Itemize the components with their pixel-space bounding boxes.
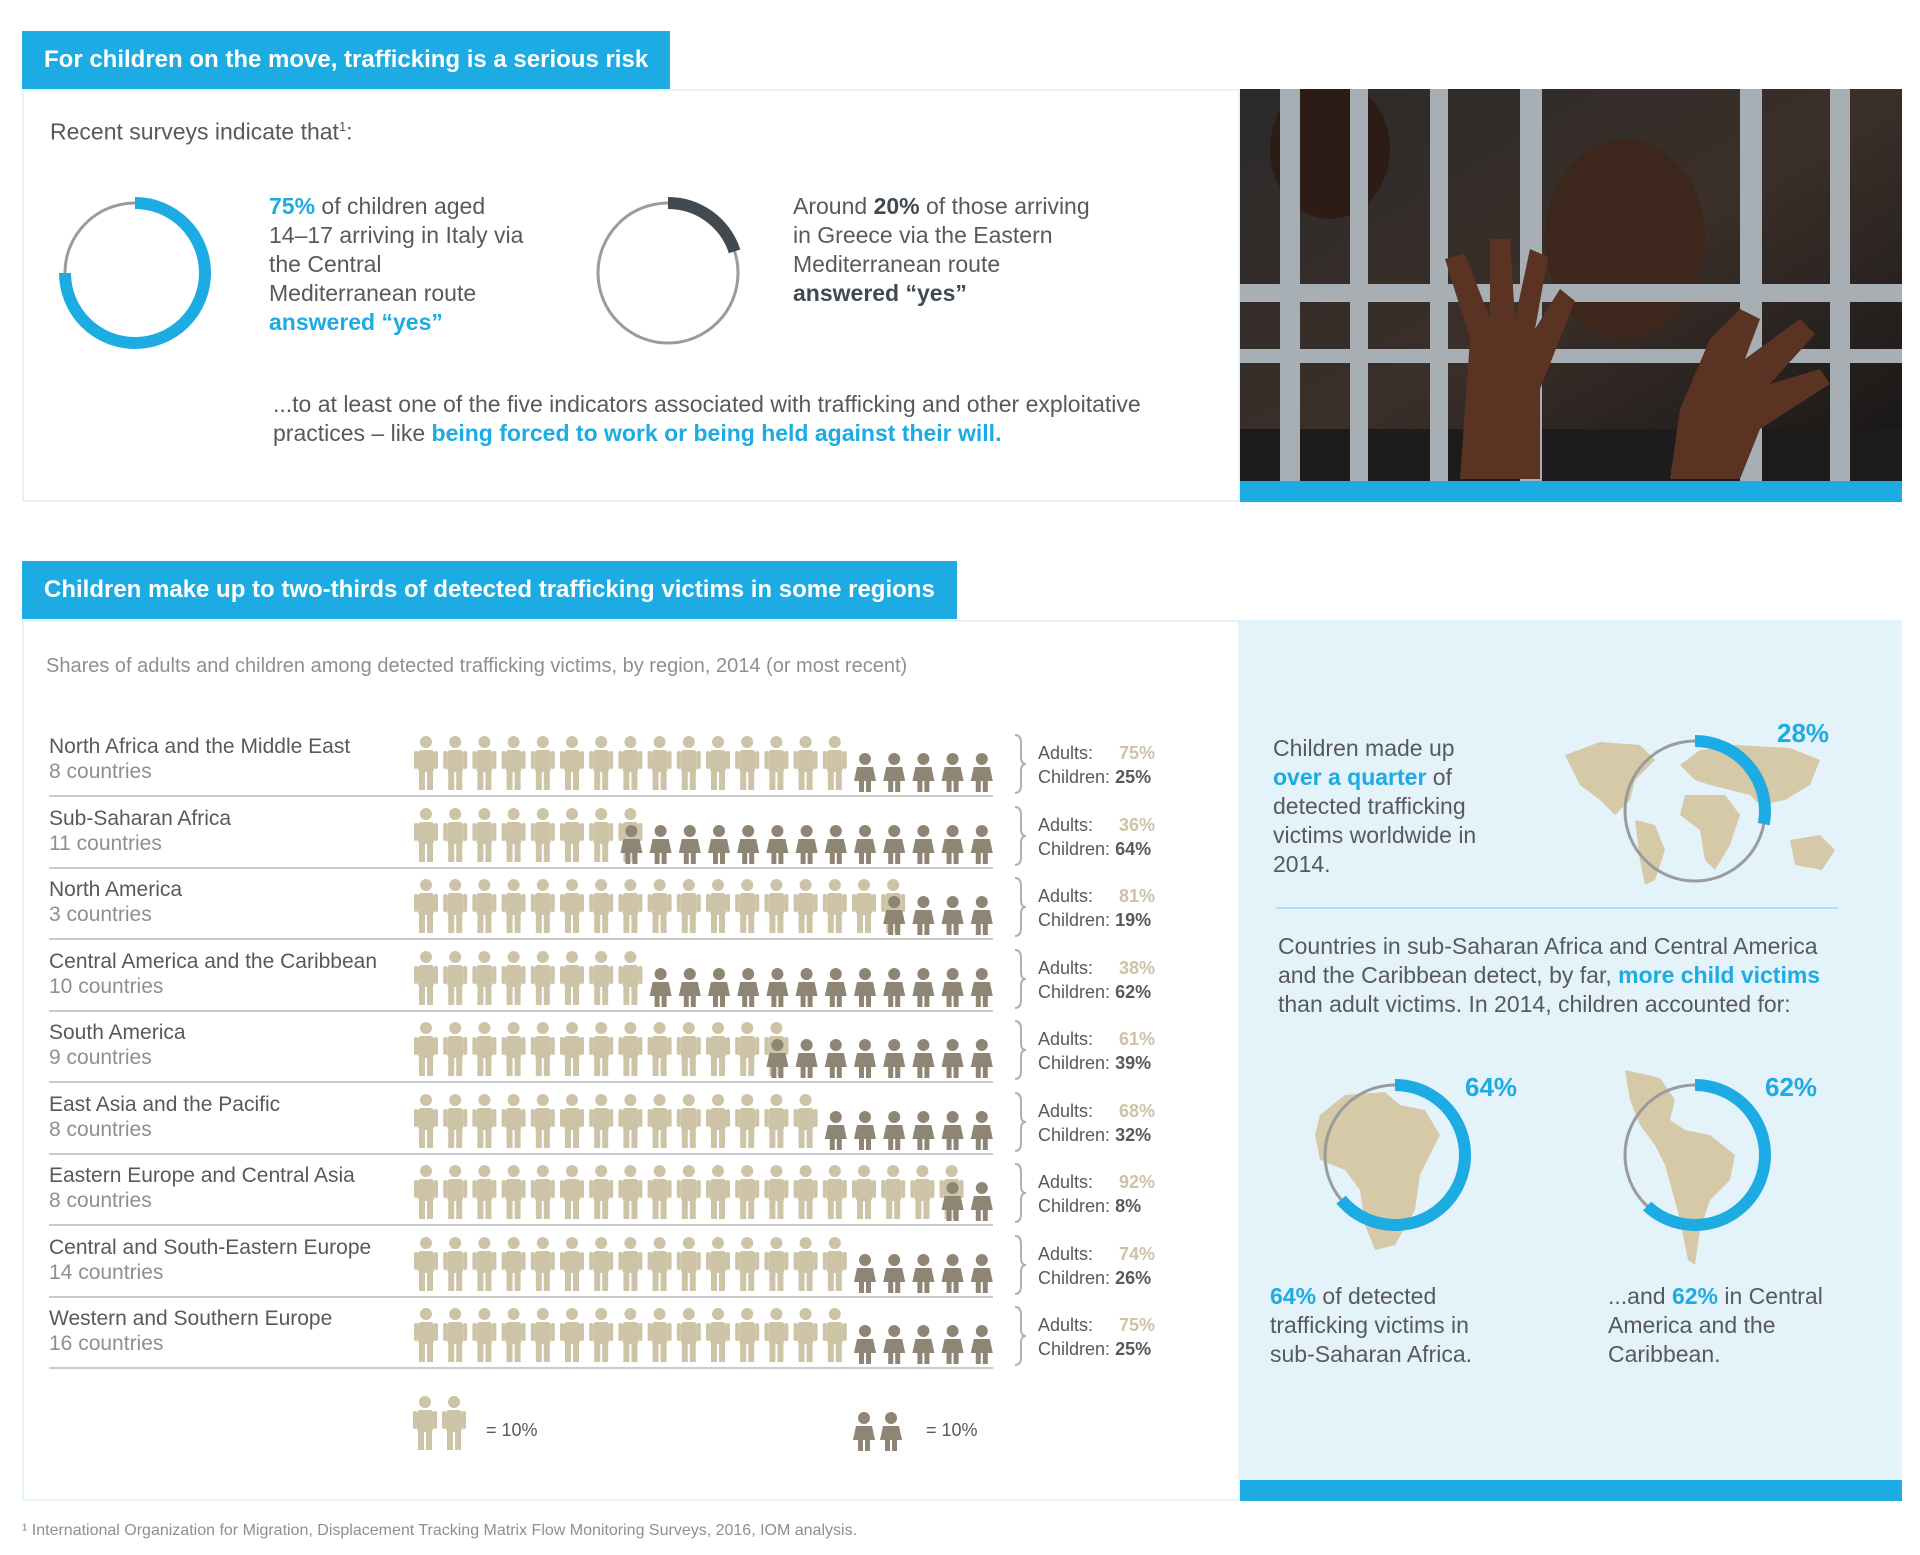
- region-name: North America: [49, 878, 183, 901]
- region-name: Western and Southern Europe: [49, 1307, 333, 1330]
- adult-icon: [531, 736, 555, 790]
- americas-text-pre: ...and: [1608, 1283, 1672, 1309]
- child-icon: [766, 825, 788, 864]
- adult-icon: [472, 1165, 496, 1219]
- region-name: North Africa and the Middle East: [49, 735, 351, 758]
- adult-icon: [414, 1165, 438, 1219]
- pictogram-row: [414, 951, 1014, 1011]
- stat2-prefix: Around: [793, 193, 874, 219]
- child-icon: [883, 1111, 905, 1150]
- legend-child-icon: [880, 1412, 902, 1451]
- pictogram-row: [414, 1237, 1014, 1297]
- adult-icon: [794, 1308, 818, 1362]
- pictogram-row: [414, 736, 1014, 796]
- region-name: Eastern Europe and Central Asia: [49, 1164, 355, 1187]
- adult-icon: [764, 736, 788, 790]
- regions-text-post: than adult victims. In 2014, children accounted for:: [1278, 991, 1791, 1017]
- adults-label: Adults: 36%: [1038, 814, 1156, 835]
- adult-icon: [502, 879, 526, 933]
- adult-icon: [531, 951, 555, 1005]
- child-icon: [796, 825, 818, 864]
- stat2-answer: answered “yes”: [793, 280, 967, 306]
- pictogram-row: [414, 1165, 1014, 1225]
- adult-icon: [648, 1022, 672, 1076]
- adult-icon: [735, 736, 759, 790]
- adult-icon: [706, 1308, 730, 1362]
- adult-icon: [910, 1165, 934, 1219]
- adult-icon: [414, 879, 438, 933]
- adult-icon: [735, 1094, 759, 1148]
- row-percent-labels: [1038, 1313, 1155, 1361]
- americas-map: [1625, 1070, 1735, 1265]
- adult-icon: [677, 736, 701, 790]
- adult-icon: [531, 1308, 555, 1362]
- pictogram-row: [414, 1022, 1014, 1082]
- adult-icon: [618, 1165, 642, 1219]
- adult-icon: [648, 879, 672, 933]
- legend-adult-icon: [413, 1396, 437, 1450]
- adult-icon: [648, 1237, 672, 1291]
- americas-percent: 62%: [1765, 1072, 1818, 1102]
- adult-icon: [648, 736, 672, 790]
- adult-icon: [502, 1165, 526, 1219]
- row-percent-labels: [1038, 884, 1155, 932]
- adult-icon: [414, 1308, 438, 1362]
- adult-icon: [794, 1237, 818, 1291]
- adult-icon: [881, 1165, 905, 1219]
- adult-icon: [589, 1094, 613, 1148]
- adult-icon: [589, 1308, 613, 1362]
- region-country-count: 3 countries: [49, 903, 152, 926]
- adult-icon: [560, 736, 584, 790]
- stat2-percent: 20%: [873, 193, 920, 219]
- adult-icon: [618, 1237, 642, 1291]
- sidebar-divider: [1276, 907, 1838, 909]
- stat2-text: [793, 192, 1093, 308]
- africa-percent: 64%: [1465, 1072, 1518, 1102]
- region-name: Central and South-Eastern Europe: [49, 1235, 372, 1259]
- child-icon: [883, 825, 905, 864]
- africa-text-percent: 64%: [1270, 1283, 1317, 1309]
- child-icon: [650, 968, 672, 1007]
- region-country-count: 8 countries: [49, 760, 152, 783]
- children-label: Children: 32%: [1038, 1124, 1152, 1145]
- row-percent-labels: [1038, 1170, 1155, 1218]
- child-icon: [883, 968, 905, 1007]
- child-icon: [796, 968, 818, 1007]
- region-country-count: 9 countries: [49, 1046, 152, 1069]
- region-country-count: 8 countries: [49, 1117, 152, 1141]
- adult-icon: [472, 736, 496, 790]
- adult-icon: [443, 1308, 467, 1362]
- adult-icon: [852, 1165, 876, 1219]
- adult-icon: [443, 1165, 467, 1219]
- adult-icon: [414, 951, 438, 1005]
- world-text: [1273, 734, 1503, 879]
- adult-icon: [472, 1237, 496, 1291]
- adult-icon: [823, 1308, 847, 1362]
- adult-icon: [823, 879, 847, 933]
- child-icon: [708, 968, 730, 1007]
- americas-donut: [1600, 1060, 1780, 1270]
- adult-icon: [677, 1237, 701, 1291]
- child-icon: [825, 825, 847, 864]
- adult-icon: [589, 1237, 613, 1291]
- child-icon: [971, 1254, 993, 1293]
- stat1-answer: answered “yes”: [269, 309, 443, 335]
- adult-icon: [618, 879, 642, 933]
- children-label: Children: 39%: [1038, 1053, 1152, 1073]
- region-country-count: 14 countries: [49, 1260, 164, 1284]
- child-icon: [912, 1111, 934, 1150]
- adult-icon: [443, 879, 467, 933]
- child-icon: [912, 968, 934, 1007]
- adult-icon: [706, 1022, 730, 1076]
- pictogram-row: [414, 1094, 1014, 1154]
- child-icon: [854, 1111, 876, 1150]
- child-icon: [971, 825, 993, 864]
- adult-icon: [443, 1022, 467, 1076]
- adult-icon: [472, 808, 496, 862]
- region-name: Central America and the Caribbean: [49, 949, 378, 973]
- africa-text-body: of detected trafficking victims in sub-Saharan Africa.: [1270, 1283, 1473, 1367]
- section2-banner: Children make up to two-thirds of detected trafficking victims in some regions: [22, 561, 957, 619]
- adult-icon: [560, 951, 584, 1005]
- adults-label: Adults: 75%: [1038, 743, 1156, 763]
- adult-icon: [706, 1094, 730, 1148]
- child-icon: [854, 753, 876, 792]
- child-icon: [708, 825, 730, 864]
- adult-icon: [677, 1022, 701, 1076]
- row-percent-labels: [1038, 813, 1155, 861]
- child-icon: [679, 825, 701, 864]
- adult-icon: [648, 1308, 672, 1362]
- stat1-text: [269, 192, 529, 337]
- world-percent: 28%: [1777, 718, 1830, 748]
- child-icon: [912, 1325, 934, 1364]
- adult-icon: [560, 1237, 584, 1291]
- intro-text: [50, 112, 353, 147]
- adult-icon: [589, 1165, 613, 1219]
- adult-icon: [414, 1237, 438, 1291]
- africa-text: [1270, 1282, 1490, 1369]
- adult-icon: [735, 1237, 759, 1291]
- adults-label: Adults: 68%: [1038, 1100, 1156, 1121]
- pictogram-row: [414, 879, 1014, 939]
- adult-icon: [823, 736, 847, 790]
- child-icon: [737, 825, 759, 864]
- adult-icon: [764, 1165, 788, 1219]
- adult-icon: [589, 951, 613, 1005]
- children-label: Children: 25%: [1038, 767, 1152, 787]
- regions-text-pre: Countries in sub-Saharan Africa and Central America and the Caribbean detect, by far,: [1278, 933, 1818, 988]
- adult-icon: [443, 951, 467, 1005]
- row-bracket: [1013, 805, 1027, 867]
- migrant-photo: [1240, 89, 1902, 502]
- child-icon: [883, 753, 905, 792]
- adult-icon: [414, 1094, 438, 1148]
- stat2-donut-arc: [668, 203, 735, 251]
- legend-adult-icons: [413, 1392, 473, 1454]
- adult-icon: [531, 1094, 555, 1148]
- adult-icon: [414, 808, 438, 862]
- adult-icon: [502, 1022, 526, 1076]
- legend-adult-label: = 10%: [486, 1420, 538, 1440]
- adult-icon: [472, 951, 496, 1005]
- adult-icon: [794, 1165, 818, 1219]
- adult-icon: [764, 879, 788, 933]
- adult-icon: [531, 879, 555, 933]
- legend-child-icon: [853, 1412, 875, 1451]
- child-icon: [650, 825, 672, 864]
- child-icon: [971, 1325, 993, 1364]
- child-icon: [883, 1254, 905, 1293]
- child-icon: [854, 1325, 876, 1364]
- row-percent-labels: [1038, 956, 1155, 1004]
- child-icon: [679, 968, 701, 1007]
- adult-icon: [764, 1237, 788, 1291]
- adult-icon: [531, 1022, 555, 1076]
- child-icon: [942, 825, 964, 864]
- children-label: Children: 25%: [1038, 1339, 1152, 1359]
- americas-text-percent: 62%: [1671, 1283, 1718, 1309]
- adult-icon: [589, 736, 613, 790]
- world-map: [1565, 742, 1835, 885]
- adult-icon: [560, 879, 584, 933]
- adult-icon: [677, 1165, 701, 1219]
- child-icon: [912, 1254, 934, 1293]
- child-icon: [912, 825, 934, 864]
- child-icon: [825, 1111, 847, 1150]
- regions-text: [1278, 932, 1858, 1019]
- adult-icon: [502, 736, 526, 790]
- stat1-donut: [55, 193, 215, 353]
- child-icon: [796, 1039, 818, 1078]
- adult-icon: [472, 1308, 496, 1362]
- adult-icon: [648, 1165, 672, 1219]
- adult-icon: [443, 1237, 467, 1291]
- adult-icon: [677, 879, 701, 933]
- conclusion-text: [273, 390, 1213, 448]
- stat2-description: of those arriving in Greece via the Eastern Mediterranean route: [793, 193, 1090, 277]
- adult-icon: [677, 1308, 701, 1362]
- child-icon: [942, 1325, 964, 1364]
- adult-icon: [618, 736, 642, 790]
- adult-icon: [560, 1094, 584, 1148]
- adult-icon: [531, 1237, 555, 1291]
- row-percent-labels: [1038, 1099, 1155, 1147]
- section1-banner: For children on the move, trafficking is a serious risk: [22, 31, 670, 89]
- child-icon: [942, 968, 964, 1007]
- child-icon: [971, 1111, 993, 1150]
- pictogram-row: [414, 808, 1014, 868]
- adult-icon: [531, 808, 555, 862]
- child-icon: [971, 753, 993, 792]
- adults-label: Adults: 61%: [1038, 1029, 1156, 1049]
- adult-icon: [502, 951, 526, 1005]
- legend-child-label: = 10%: [926, 1420, 978, 1440]
- child-icon: [971, 1039, 993, 1078]
- children-label: Children: 8%: [1038, 1196, 1142, 1216]
- conclusion-highlight: being forced to work or being held against their will.: [431, 420, 1002, 446]
- adult-icon: [706, 879, 730, 933]
- row-bracket: [1013, 876, 1027, 938]
- child-icon: [737, 968, 759, 1007]
- child-icon: [942, 896, 964, 935]
- africa-donut: [1300, 1060, 1480, 1270]
- child-icon: [854, 1254, 876, 1293]
- child-icon: [883, 1039, 905, 1078]
- regions-text-bold: more child victims: [1618, 962, 1821, 988]
- region-name: Sub-Saharan Africa: [49, 806, 232, 830]
- sidebar-accent-bar: [1240, 1480, 1902, 1501]
- adult-icon: [443, 736, 467, 790]
- adults-label: Adults: 38%: [1038, 957, 1156, 978]
- footnote-ref: 1: [338, 119, 347, 134]
- adult-icon: [502, 1308, 526, 1362]
- children-label: Children: 19%: [1038, 910, 1152, 930]
- region-country-count: 16 countries: [49, 1332, 164, 1355]
- row-bracket: [1013, 1162, 1027, 1224]
- adult-icon: [443, 1094, 467, 1148]
- adult-icon: [414, 736, 438, 790]
- pictogram-row: [414, 1308, 1014, 1368]
- child-icon: [942, 753, 964, 792]
- world-text-bold: over a quarter: [1273, 764, 1427, 790]
- adult-icon: [443, 808, 467, 862]
- footnote: ¹ International Organization for Migration, Displacement Tracking Matrix Flow Monitoring Surveys, 2016, IOM analysis.: [22, 1522, 858, 1539]
- child-icon: [942, 1111, 964, 1150]
- adult-icon: [764, 1308, 788, 1362]
- conclusion-body: ...to at least one of the five indicators associated with trafficking and other exploitative practices – like: [273, 391, 1141, 446]
- adult-icon: [706, 1165, 730, 1219]
- adult-icon: [852, 879, 876, 933]
- child-icon: [883, 1325, 905, 1364]
- child-icon: [971, 896, 993, 935]
- legend-adult-icon: [442, 1396, 466, 1450]
- region-name: East Asia and the Pacific: [49, 1092, 281, 1116]
- region-name: South America: [49, 1021, 186, 1044]
- world-text-pre: Children made up: [1273, 735, 1455, 761]
- adult-icon: [794, 736, 818, 790]
- adult-icon: [589, 879, 613, 933]
- adult-icon: [794, 879, 818, 933]
- row-percent-labels: [1038, 741, 1155, 789]
- adult-icon: [618, 1094, 642, 1148]
- adult-icon: [502, 1237, 526, 1291]
- world-text-post: of detected trafficking victims worldwide in 2014.: [1273, 764, 1477, 877]
- adult-icon: [560, 808, 584, 862]
- row-percent-labels: [1038, 1242, 1155, 1290]
- adult-icon-partial: [618, 951, 642, 1005]
- intro-colon: :: [346, 118, 353, 145]
- adult-icon: [560, 1165, 584, 1219]
- children-label: Children: 62%: [1038, 981, 1152, 1002]
- americas-text: [1608, 1282, 1858, 1369]
- row-bracket: [1013, 948, 1027, 1010]
- row-bracket: [1013, 1234, 1027, 1296]
- adult-icon: [502, 808, 526, 862]
- adult-icon: [823, 1165, 847, 1219]
- adult-icon: [764, 1094, 788, 1148]
- adults-label: Adults: 74%: [1038, 1243, 1156, 1264]
- chart-subtitle: Shares of adults and children among detected trafficking victims, by region, 2014 (or most recent): [46, 655, 908, 677]
- intro-label: Recent surveys indicate that: [50, 118, 339, 145]
- adult-icon: [735, 1308, 759, 1362]
- adult-icon: [706, 1237, 730, 1291]
- child-icon: [854, 825, 876, 864]
- legend-child-icons: [853, 1408, 903, 1454]
- photo-crowd: [1240, 429, 1902, 481]
- row-percent-labels: [1038, 1027, 1155, 1075]
- adult-icon: [414, 1022, 438, 1076]
- region-country-count: 8 countries: [49, 1189, 152, 1212]
- adults-label: Adults: 81%: [1038, 886, 1156, 906]
- adult-icon: [735, 1165, 759, 1219]
- adult-icon: [531, 1165, 555, 1219]
- child-icon: [912, 753, 934, 792]
- child-icon: [912, 1039, 934, 1078]
- child-icon: [912, 896, 934, 935]
- adult-icon: [735, 1022, 759, 1076]
- adult-icon: [648, 1094, 672, 1148]
- stat1-description: of children aged 14–17 arriving in Italy via the Central Mediterranean route: [269, 193, 524, 306]
- child-icon: [854, 1039, 876, 1078]
- stat1-percent: 75%: [269, 193, 316, 219]
- adult-icon: [472, 879, 496, 933]
- region-country-count: 10 countries: [49, 974, 164, 998]
- row-bracket: [1013, 733, 1027, 795]
- adult-icon: [560, 1022, 584, 1076]
- child-icon: [766, 968, 788, 1007]
- photo-accent-bar: [1240, 481, 1902, 502]
- adult-icon: [560, 1308, 584, 1362]
- row-bracket: [1013, 1019, 1027, 1081]
- child-icon: [825, 1039, 847, 1078]
- adult-icon: [589, 1022, 613, 1076]
- child-icon: [971, 968, 993, 1007]
- adults-label: Adults: 92%: [1038, 1172, 1156, 1192]
- child-icon: [971, 1182, 993, 1221]
- americas-text-body: in Central America and the Caribbean.: [1608, 1283, 1823, 1367]
- child-icon: [854, 968, 876, 1007]
- adult-icon: [677, 1094, 701, 1148]
- adult-icon: [706, 736, 730, 790]
- adult-icon: [589, 808, 613, 862]
- stat2-donut: [588, 193, 748, 353]
- adult-icon: [618, 1022, 642, 1076]
- adults-label: Adults: 75%: [1038, 1315, 1156, 1335]
- adult-icon-partial: [823, 1237, 847, 1291]
- adult-icon: [735, 879, 759, 933]
- children-label: Children: 26%: [1038, 1267, 1152, 1288]
- row-bracket: [1013, 1091, 1027, 1153]
- children-label: Children: 64%: [1038, 838, 1152, 859]
- adult-icon: [472, 1094, 496, 1148]
- adult-icon-partial: [794, 1094, 818, 1148]
- child-icon: [942, 1039, 964, 1078]
- child-icon: [825, 968, 847, 1007]
- child-icon: [942, 1254, 964, 1293]
- adult-icon: [502, 1094, 526, 1148]
- row-bracket: [1013, 1305, 1027, 1367]
- adult-icon: [472, 1022, 496, 1076]
- region-country-count: 11 countries: [49, 831, 162, 855]
- adult-icon: [618, 1308, 642, 1362]
